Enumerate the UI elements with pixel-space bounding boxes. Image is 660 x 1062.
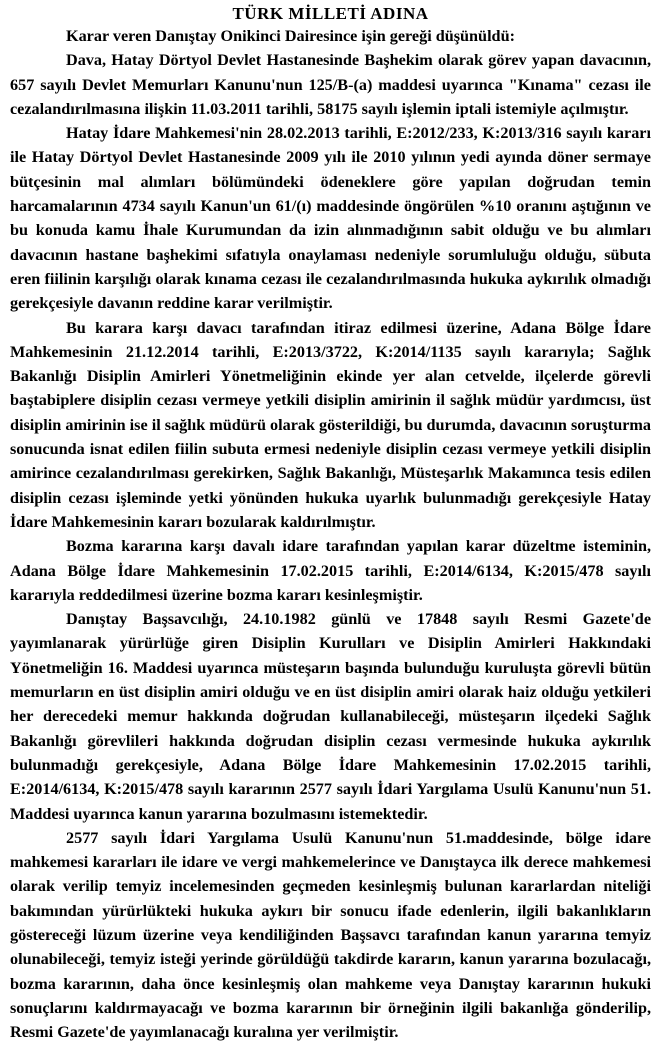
- paragraph-correction: Bozma kararına karşı davalı idare tarafından yapılan karar düzeltme isteminin, Adana Bölge İdare Mahkemesinin 17.02.2015 tarihli, E:2014/6134, K:2015/478 sayılı kararıyla reddedilmesi üzerine bozma kararı kesinleşmiştir.: [10, 537, 651, 604]
- paragraph-prosecutor-request: Danıştay Başsavcılığı, 24.10.1982 günlü ve 17848 sayılı Resmi Gazete'de yayımlanarak yürürlüğe giren Disiplin Kurulları ve Disiplin Amirleri Hakkındaki Yönetmeliğin 16. Maddesi uyarınca müsteşarın başında bulunduğu kuruluşta görevli bütün memurların en üst disiplin amiri olduğu ve en üst disiplin amiri olarak haiz olduğu yetkileri her derecedeki memur hakkında doğrudan kullanabileceği, müsteşarın ilçedeki Sağlık Bakanlığı görevlileri hakkında doğrudan disiplin cezası vermesinde hukuka aykırılık bulunmadığı gerekçesiyle, Adana Bölge İdare Mahkemesinin 17.02.2015 tarihli, E:2014/6134, K:2015/478 sayılı kararının 2577 sayılı İdari Yargılama Usulü Kanunu'nun 51. Maddesi uyarınca kanun yararına bozulmasını istemektedir.: [10, 610, 651, 823]
- paragraph-law-article: 2577 sayılı İdari Yargılama Usulü Kanunu'nun 51.maddesinde, bölge idare mahkemesi kararları ile idare ve vergi mahkemelerince ve Danıştayca ilk derece mahkemesi olarak verilip temyiz incelemesinden geçmeden kesinleşmiş bulunan kararlardan niteliği bakımından yürürlükteki hukuka aykırı bir sonucu ifade edenlerin, ilgili bakanlıkların göstereceği lüzum üzerine veya kendiliğinden Başsavcı tarafından kanun yararına temyiz olunabileceği, temyiz isteği yerinde görüldüğü takdirde kararın, kanun yararına bozulacağı, bozma kararının, daha önce kesinleşmiş olan mahkeme veya Danıştay kararının hukuki sonuçlarını kaldırmayacağı ve bozma kararının bir örneğinin ilgili bakanlığa gönderilip, Resmi Gazete'de yayımlanacağı kuralına yer verilmiştir.: [10, 828, 651, 1042]
- document-page: [10, 4, 651, 1044]
- paragraph-case-summary: Dava, Hatay Dörtyol Devlet Hastanesinde Başhekim olarak görev yapan davacının, 657 sayılı Devlet Memurları Kanunu'nun 125/B-(a) maddesi uyarınca "Kınama" cezası ile cezalandırılmasına ilişkin 11.03.2011 tarihli, 58175 sayılı işlemin iptali istemiyle açılmıştır.: [10, 51, 651, 118]
- document-title: TÜRK MİLLETİ ADINA: [232, 4, 429, 23]
- paragraph-appeal: Bu karara karşı davacı tarafından itiraz edilmesi üzerine, Adana Bölge İdare Mahkemesinin 21.12.2014 tarihli, E:2013/3722, K:2014/1135 sayılı kararıyla; Sağlık Bakanlığı Disiplin Amirleri Yönetmeliğinin ekinde yer alan cetvelde, ilçelerde görevli baştabiplere disiplin cezası vermeye yetkili disiplin amirinin il sağlık müdür yardımcısı, üst disiplin amirinin ise il sağlık müdürü olarak gösterildiği, bu durumda, davacının soruşturma sonucunda isnat edilen fiilin subuta ermesi nedeniyle disiplin cezası vermeye yetkili disiplin amirince cezalandırılması gerekirken, Sağlık Bakanlığı, Müsteşarlık Makamınca tesis edilen disiplin cezası işleminde yetki yönünden hukuka uyarlık bulunmadığı gerekçesiyle Hatay İdare Mahkemesinin kararı bozularak kaldırılmıştır.: [10, 318, 651, 531]
- paragraph-intro: Karar veren Danıştay Onikinci Dairesince işin gereği düşünüldü:: [66, 27, 515, 45]
- paragraph-first-instance: Hatay İdare Mahkemesi'nin 28.02.2013 tarihli, E:2012/233, K:2013/316 sayılı kararı ile Hatay Dörtyol Devlet Hastanesinde 2009 yılı ile 2010 yılının yedi ayında döner sermaye bütçesinin mal alımları bölümündeki ödeneklere göre yapılan doğrudan temin harcamalarının 4734 sayılı Kanun'un 61/(ı) maddesinde öngörülen %10 oranını aştığının ve bu konuda kamu İhale Kurumundan da izin alınmadığının sabit olduğu ve bu alımları davacının hastane başhekimi sıfatıyla onaylaması nedeniyle sorumluluğu olduğu, sübuta eren fiilinin karşılığı olarak kınama cezası ile cezalandırılmasında hukuka aykırılık olmadığı gerekçesiyle davanın reddine karar verilmiştir.: [10, 124, 651, 313]
